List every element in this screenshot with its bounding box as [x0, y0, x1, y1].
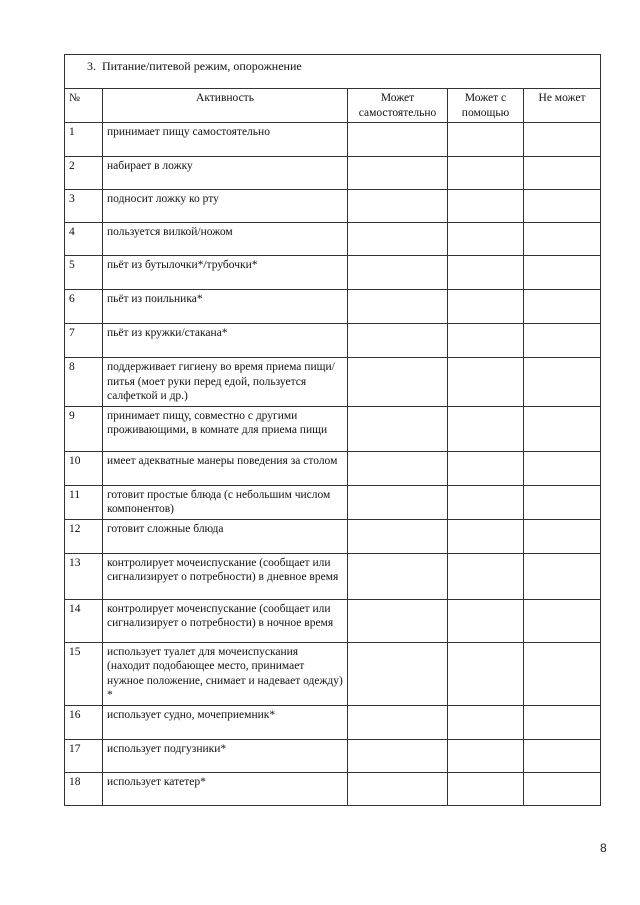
cell-cannot[interactable]	[524, 157, 601, 190]
cell-cannot[interactable]	[524, 256, 601, 290]
row-number: 4	[65, 223, 103, 256]
activity-text: пьёт из поильника*	[103, 290, 348, 324]
row-number: 11	[65, 485, 103, 519]
cell-with-help[interactable]	[448, 553, 524, 599]
cell-with-help[interactable]	[448, 157, 524, 190]
activity-text: готовит сложные блюда	[103, 519, 348, 553]
table-row	[65, 519, 601, 553]
cell-independent[interactable]	[348, 642, 448, 705]
activity-text: готовит простые блюда (с небольшим числом компонентов)	[103, 485, 348, 519]
cell-cannot[interactable]	[524, 190, 601, 223]
activity-text: использует катетер*	[103, 772, 348, 805]
cell-cannot[interactable]	[524, 485, 601, 519]
table-row	[65, 451, 601, 485]
cell-cannot[interactable]	[524, 358, 601, 407]
row-number: 5	[65, 256, 103, 290]
table-row	[65, 358, 601, 407]
row-number: 3	[65, 190, 103, 223]
cell-cannot[interactable]	[524, 705, 601, 739]
column-header-number: №	[65, 89, 103, 123]
cell-with-help[interactable]	[448, 324, 524, 358]
activity-text: контролирует мочеиспускание (сообщает или сигнализирует о потребности) в дневное время	[103, 553, 348, 599]
table-row	[65, 406, 601, 451]
cell-with-help[interactable]	[448, 451, 524, 485]
row-number: 17	[65, 739, 103, 772]
row-number: 9	[65, 406, 103, 451]
row-number: 15	[65, 642, 103, 705]
cell-independent[interactable]	[348, 358, 448, 407]
column-header-with-help: Может с помощью	[448, 89, 524, 123]
activity-text: использует подгузники*	[103, 739, 348, 772]
activity-text: пьёт из бутылочки*/трубочки*	[103, 256, 348, 290]
activity-text: поддерживает гигиену во время приема пищи/питья (моет руки перед едой, пользуется салфеткой и др.)	[103, 358, 348, 407]
cell-independent[interactable]	[348, 157, 448, 190]
activity-text: принимает пищу, совместно с другими проживающими, в комнате для приема пищи	[103, 406, 348, 451]
table-row	[65, 157, 601, 190]
cell-independent[interactable]	[348, 223, 448, 256]
cell-cannot[interactable]	[524, 553, 601, 599]
cell-independent[interactable]	[348, 553, 448, 599]
column-header-cannot: Не может	[524, 89, 601, 123]
cell-cannot[interactable]	[524, 739, 601, 772]
table-row	[65, 739, 601, 772]
activity-text: пьёт из кружки/стакана*	[103, 324, 348, 358]
cell-with-help[interactable]	[448, 358, 524, 407]
cell-with-help[interactable]	[448, 485, 524, 519]
table-row	[65, 553, 601, 599]
activity-text: использует туалет для мочеиспускания (находит подобающее место, принимает нужное положение, снимает и надевает одежду) *	[103, 642, 348, 705]
activity-text: использует судно, мочеприемник*	[103, 705, 348, 739]
activity-text: набирает в ложку	[103, 157, 348, 190]
row-number: 7	[65, 324, 103, 358]
activity-text: подносит ложку ко рту	[103, 190, 348, 223]
cell-independent[interactable]	[348, 739, 448, 772]
cell-with-help[interactable]	[448, 256, 524, 290]
cell-independent[interactable]	[348, 519, 448, 553]
cell-cannot[interactable]	[524, 406, 601, 451]
table-row	[65, 599, 601, 642]
cell-cannot[interactable]	[524, 772, 601, 805]
cell-with-help[interactable]	[448, 772, 524, 805]
cell-independent[interactable]	[348, 123, 448, 157]
cell-independent[interactable]	[348, 599, 448, 642]
column-header-row	[65, 89, 601, 123]
column-header-activity: Активность	[103, 89, 348, 123]
row-number: 14	[65, 599, 103, 642]
row-number: 13	[65, 553, 103, 599]
cell-independent[interactable]	[348, 190, 448, 223]
table-row	[65, 190, 601, 223]
cell-cannot[interactable]	[524, 223, 601, 256]
table-row	[65, 290, 601, 324]
cell-independent[interactable]	[348, 256, 448, 290]
table-row	[65, 705, 601, 739]
cell-cannot[interactable]	[524, 123, 601, 157]
row-number: 18	[65, 772, 103, 805]
table-row	[65, 123, 601, 157]
activity-text: имеет адекватные манеры поведения за столом	[103, 451, 348, 485]
table-row	[65, 772, 601, 805]
activity-text: контролирует мочеиспускание (сообщает или сигнализирует о потребности) в ночное время	[103, 599, 348, 642]
cell-with-help[interactable]	[448, 290, 524, 324]
activity-rows	[65, 123, 601, 806]
cell-with-help[interactable]	[448, 599, 524, 642]
row-number: 6	[65, 290, 103, 324]
cell-independent[interactable]	[348, 451, 448, 485]
cell-with-help[interactable]	[448, 223, 524, 256]
cell-cannot[interactable]	[524, 642, 601, 705]
cell-independent[interactable]	[348, 406, 448, 451]
cell-independent[interactable]	[348, 705, 448, 739]
page-number: 8	[600, 841, 607, 855]
row-number: 12	[65, 519, 103, 553]
row-number: 10	[65, 451, 103, 485]
cell-with-help[interactable]	[448, 705, 524, 739]
cell-independent[interactable]	[348, 290, 448, 324]
table-row	[65, 485, 601, 519]
table-row	[65, 223, 601, 256]
activity-text: принимает пищу самостоятельно	[103, 123, 348, 157]
row-number: 8	[65, 358, 103, 407]
cell-cannot[interactable]	[524, 290, 601, 324]
column-header-independent: Может самостоятельно	[348, 89, 448, 123]
cell-cannot[interactable]	[524, 451, 601, 485]
cell-with-help[interactable]	[448, 190, 524, 223]
activity-text: пользуется вилкой/ножом	[103, 223, 348, 256]
cell-cannot[interactable]	[524, 519, 601, 553]
row-number: 16	[65, 705, 103, 739]
table-row	[65, 256, 601, 290]
cell-independent[interactable]	[348, 485, 448, 519]
row-number: 2	[65, 157, 103, 190]
row-number: 1	[65, 123, 103, 157]
cell-independent[interactable]	[348, 324, 448, 358]
cell-with-help[interactable]	[448, 406, 524, 451]
cell-with-help[interactable]	[448, 123, 524, 157]
table-row	[65, 642, 601, 705]
cell-cannot[interactable]	[524, 599, 601, 642]
cell-with-help[interactable]	[448, 519, 524, 553]
section-header-row	[65, 55, 601, 89]
cell-with-help[interactable]	[448, 642, 524, 705]
cell-independent[interactable]	[348, 772, 448, 805]
cell-cannot[interactable]	[524, 324, 601, 358]
cell-with-help[interactable]	[448, 739, 524, 772]
table-row	[65, 324, 601, 358]
section-title: 3. Питание/питевой режим, опорожнение	[65, 55, 601, 89]
assessment-table	[64, 54, 601, 806]
